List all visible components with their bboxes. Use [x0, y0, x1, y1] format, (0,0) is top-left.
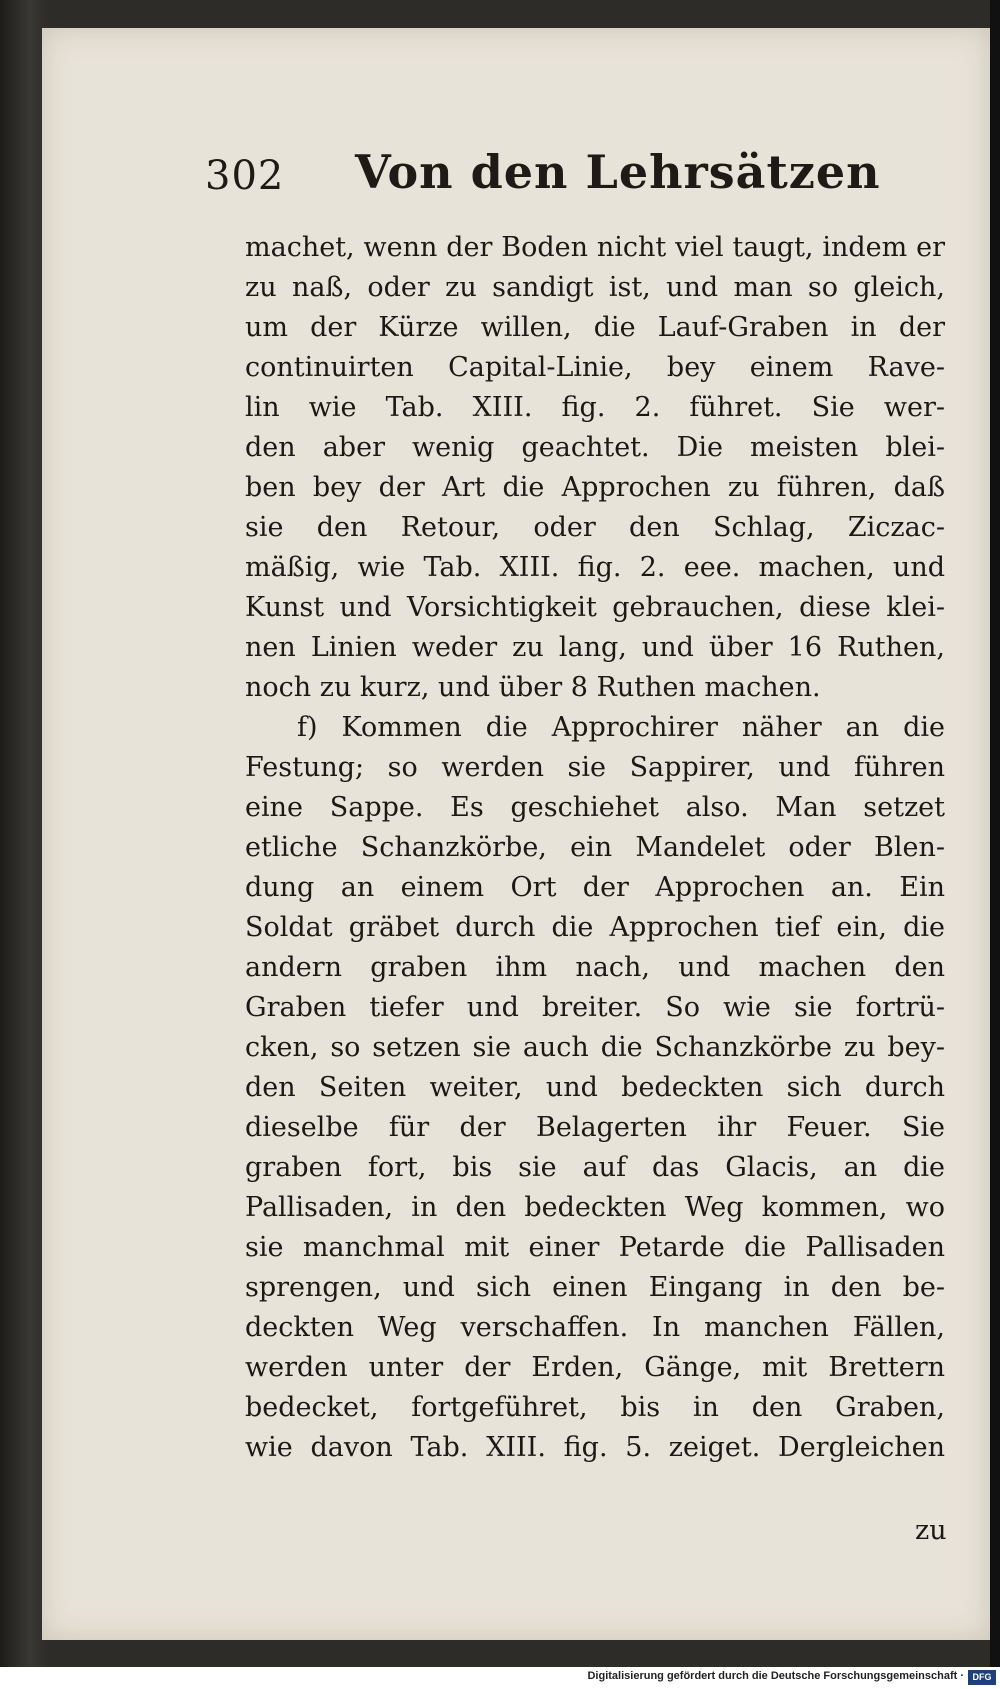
text-line: machet, wenn der Boden nicht viel taugt, indem er — [245, 232, 945, 263]
page-number: 302 — [205, 153, 285, 199]
text-line: sie den Retour, oder den Schlag, Ziczac- — [245, 512, 945, 543]
text-line: werden unter der Erden, Gänge, mit Brettern — [245, 1352, 945, 1383]
text-line: Festung; so werden sie Sappirer, und führen — [245, 752, 945, 783]
text-line: lin wie Tab. XIII. fig. 2. führet. Sie wer- — [245, 392, 945, 423]
text-line: f) Kommen die Approchirer näher an die — [297, 712, 945, 743]
catchword: zu — [915, 1515, 947, 1546]
text-line: um der Kürze willen, die Lauf-Graben in der — [245, 312, 945, 343]
text-line: nen Linien weder zu lang, und über 16 Ruthen, — [245, 632, 945, 663]
text-line: wie davon Tab. XIII. fig. 5. zeiget. Dergleichen — [245, 1432, 945, 1463]
running-head: Von den Lehrsätzen — [355, 145, 881, 199]
page-edge — [990, 0, 1000, 1689]
text-line: deckten Weg verschaffen. In manchen Fällen, — [245, 1312, 945, 1343]
page-header — [205, 125, 925, 205]
text-line: noch zu kurz, und über 8 Ruthen machen. — [245, 672, 821, 703]
text-line: zu naß, oder zu sandigt ist, und man so gleich, — [245, 272, 945, 303]
text-line: den aber wenig geachtet. Die meisten blei- — [245, 432, 945, 463]
text-line: eine Sappe. Es geschiehet also. Man setzet — [245, 792, 945, 823]
body-text — [245, 228, 945, 1468]
text-line: den Seiten weiter, und bedeckten sich durch — [245, 1072, 945, 1103]
text-line: sie manchmal mit einer Petarde die Pallisaden — [245, 1232, 945, 1263]
funding-credit: Digitalisierung gefördert durch die Deutsche Forschungsgemeinschaft · — [587, 1670, 964, 1682]
text-line: graben fort, bis sie auf das Glacis, an die — [245, 1152, 945, 1183]
text-line: Pallisaden, in den bedeckten Weg kommen, wo — [245, 1192, 945, 1223]
dfg-logo: DFG — [968, 1670, 996, 1685]
text-line: cken, so setzen sie auch die Schanzkörbe zu bey- — [245, 1032, 945, 1063]
text-line: dung an einem Ort der Approchen an. Ein — [245, 872, 945, 903]
text-line: dieselbe für der Belagerten ihr Feuer. Sie — [245, 1112, 945, 1143]
text-line: Graben tiefer und breiter. So wie sie fortrü- — [245, 992, 945, 1023]
text-line: continuirten Capital-Linie, bey einem Rave- — [245, 352, 945, 383]
digitization-footer — [0, 1667, 1000, 1689]
text-line: sprengen, und sich einen Eingang in den be- — [245, 1272, 945, 1303]
text-line: mäßig, wie Tab. XIII. fig. 2. eee. machen, und — [245, 552, 945, 583]
text-line: andern graben ihm nach, und machen den — [245, 952, 945, 983]
text-line: bedecket, fortgeführet, bis in den Graben, — [245, 1392, 945, 1423]
text-line: etliche Schanzkörbe, ein Mandelet oder Blen- — [245, 832, 945, 863]
text-line: Soldat gräbet durch die Approchen tief ein, die — [245, 912, 945, 943]
text-line: ben bey der Art die Approchen zu führen, daß — [245, 472, 945, 503]
text-line: Kunst und Vorsichtigkeit gebrauchen, diese klei- — [245, 592, 945, 623]
